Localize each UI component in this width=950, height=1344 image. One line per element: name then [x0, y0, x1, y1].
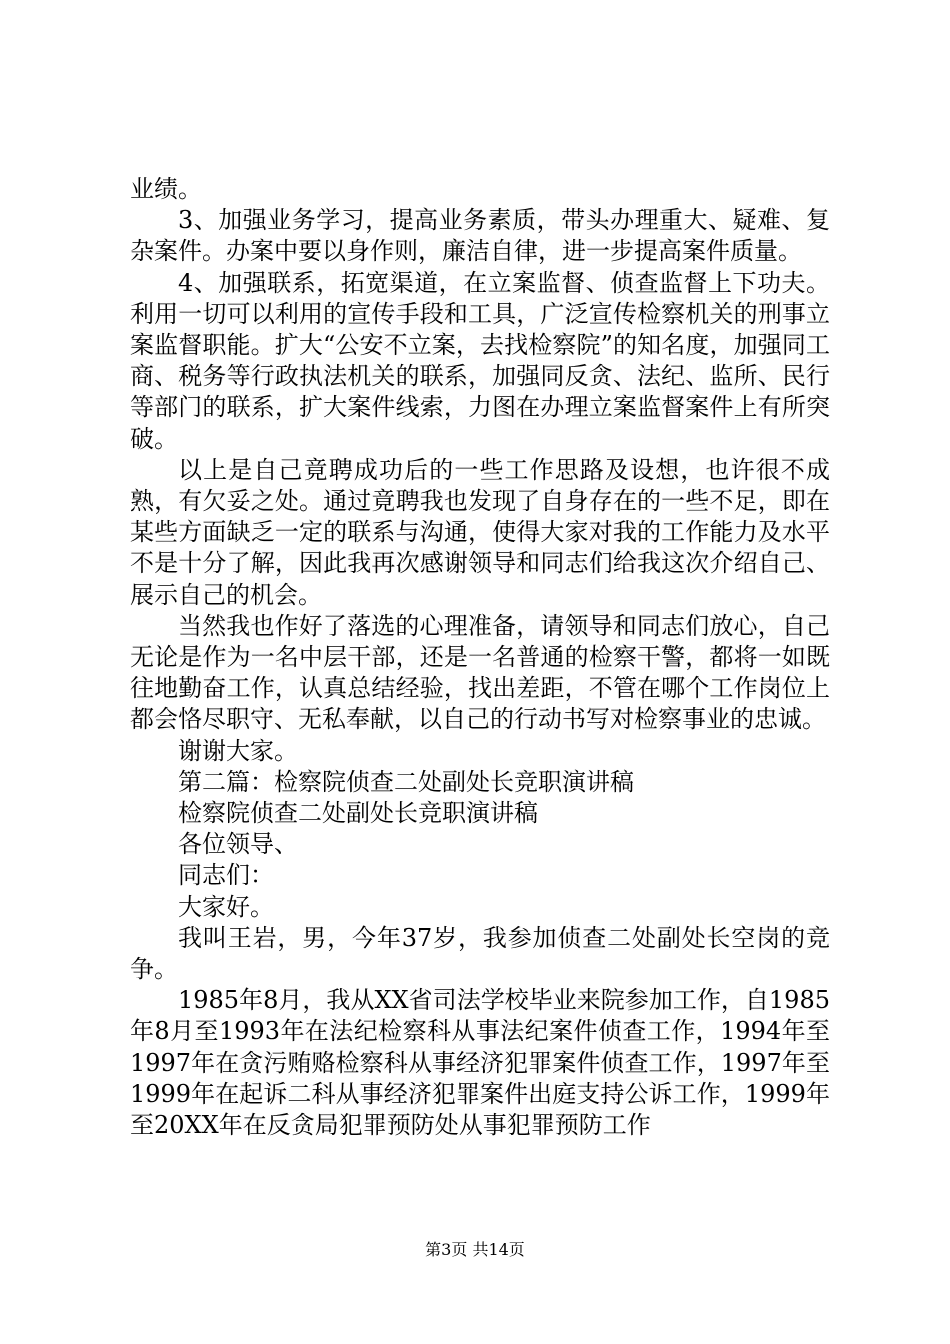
paragraph: 业绩。	[130, 175, 202, 203]
speech-title: 检察院侦查二处副处长竞职演讲稿	[178, 799, 538, 828]
document-body	[130, 174, 830, 1141]
paragraph: 当然我也作好了落选的心理准备，请领导和同志们放心，自己无论是作为一名中层干部，还是一名普通的检察干警，都将一如既往地勤奋工作，认真总结经验，找出差距，不管在哪个工作岗位上都会恪尽职守、无私奉献，以自己的行动书写对检察事业的忠诚。	[130, 611, 830, 734]
salutation: 各位领导、	[178, 830, 298, 859]
paragraph: 4、加强联系，拓宽渠道，在立案监督、侦查监督上下功夫。利用一切可以利用的宣传手段和工具，广泛宣传检察机关的刑事立案监督职能。扩大“公安不立案，去找检察院”的知名度，加强同工商、税务等行政执法机关的联系，加强同反贪、法纪、监所、民行等部门的联系，扩大案件线索，力图在办理立案监督案件上有所突破。	[130, 268, 830, 453]
page-footer	[0, 1240, 950, 1260]
paragraph: 3、加强业务学习，提高业务素质，带头办理重大、疑难、复杂案件。办案中要以身作则，廉洁自律，进一步提高案件质量。	[130, 206, 830, 266]
salutation: 同志们：	[178, 861, 274, 890]
paragraph: 谢谢大家。	[178, 736, 298, 765]
section-heading: 第二篇：检察院侦查二处副处长竞职演讲稿	[178, 767, 634, 796]
paragraph: 我叫王岩，男，今年37岁，我参加侦查二处副处长空岗的竞争。	[130, 923, 830, 984]
greeting: 大家好。	[178, 892, 274, 921]
paragraph: 1985年8月，我从XX省司法学校毕业来院参加工作，自1985年8月至1993年在法纪检察科从事法纪案件侦查工作，1994年至1997年在贪污贿赂检察科从事经济犯罪案件侦查工作，1997年至1999年在起诉二科从事经济犯罪案件出庭支持公诉工作，1999年至20XX年在反贪局犯罪预防处从事犯罪预防工作	[130, 986, 830, 1140]
paragraph: 以上是自己竟聘成功后的一些工作思路及设想，也许很不成熟，有欠妥之处。通过竟聘我也发现了自身存在的一些不足，即在某些方面缺乏一定的联系与沟通，使得大家对我的工作能力及水平不是十分了解，因此我再次感谢领导和同志们给我这次介绍自己、展示自己的机会。	[130, 455, 830, 609]
page-number: 第3页 共14页	[425, 1240, 525, 1259]
